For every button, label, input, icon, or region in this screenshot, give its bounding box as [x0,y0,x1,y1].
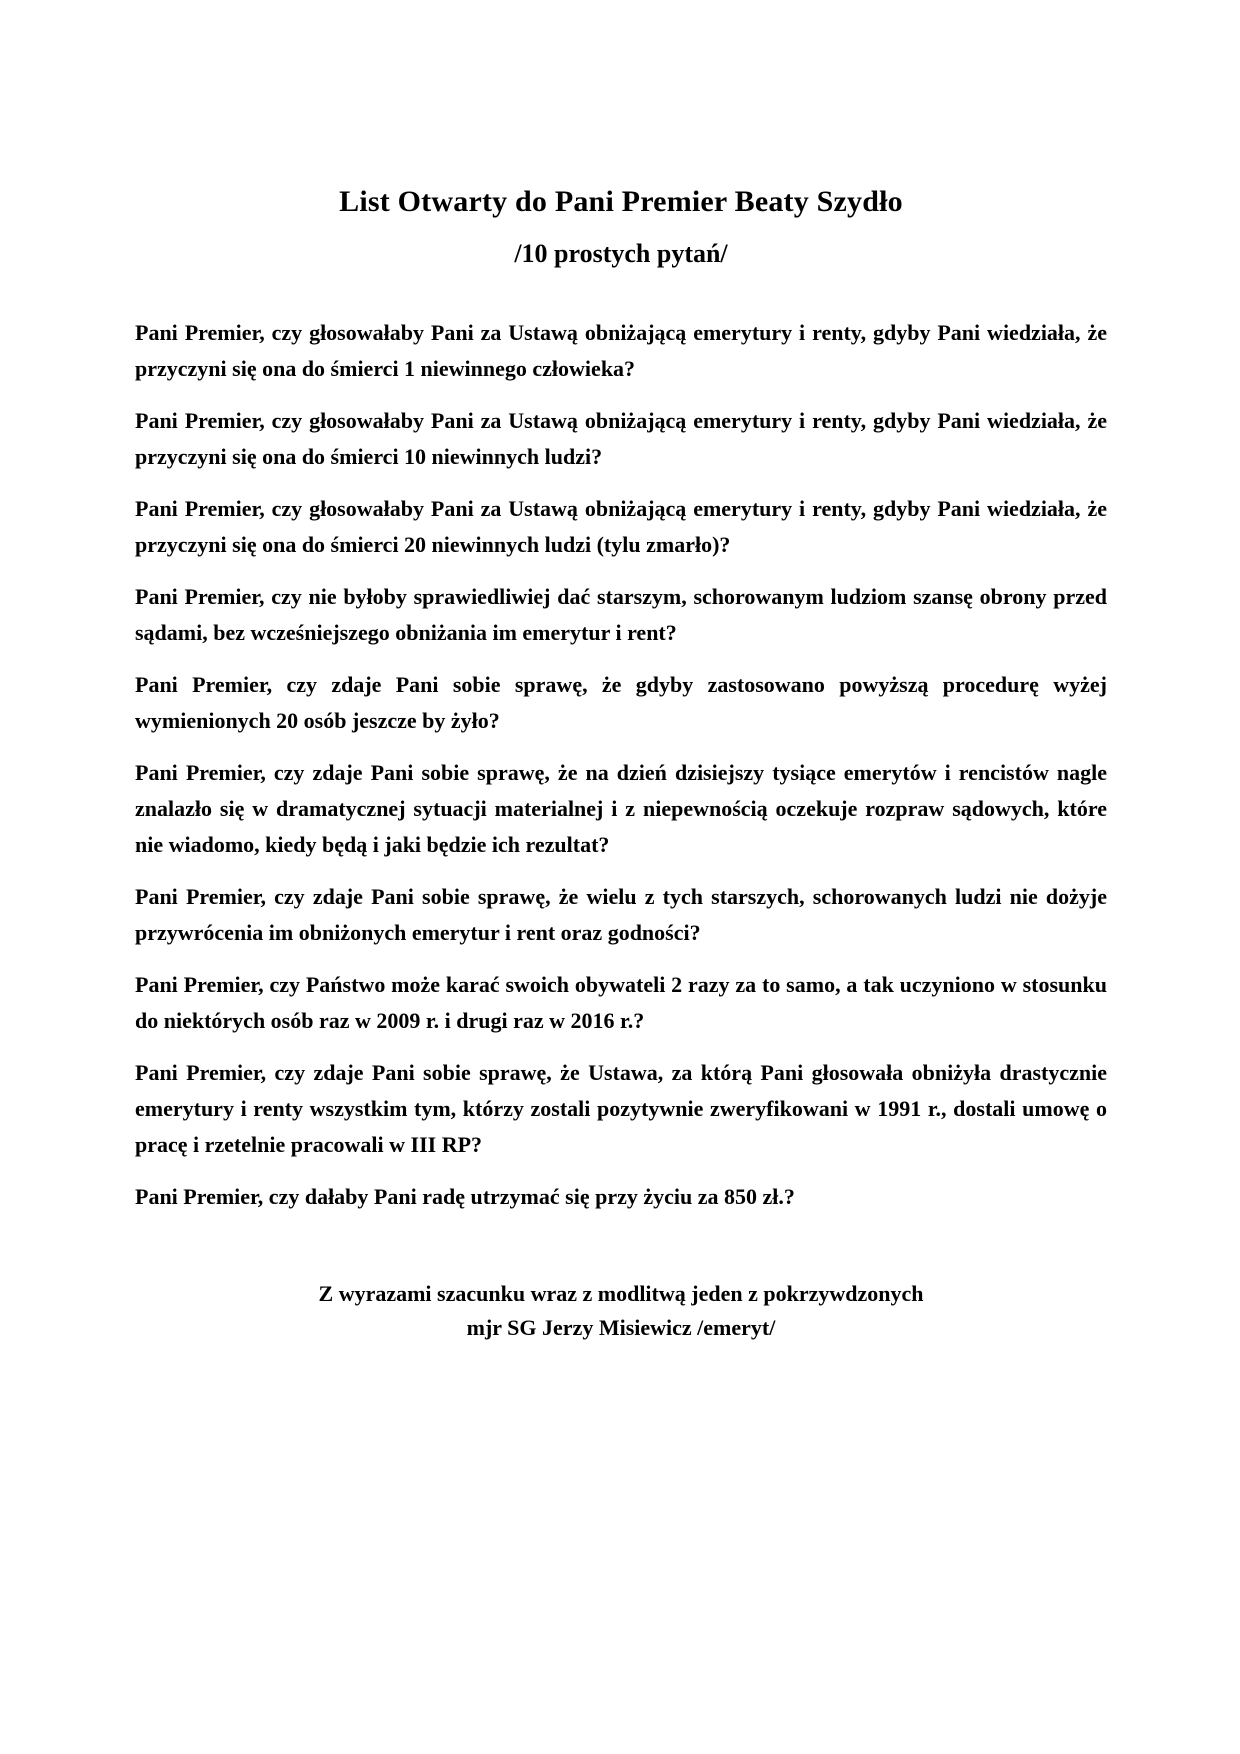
paragraph-question-6: Pani Premier, czy zdaje Pani sobie sprawę, że na dzień dzisiejszy tysiące emerytów i rencistów nagle znalazło się w dramatycznej sytuacji materialnej i z niepewnością oczekuje rozpraw sądowych, które nie wiadomo, kiedy będą i jaki będzie ich rezultat? [135,760,1107,857]
paragraph-question-8: Pani Premier, czy Państwo może karać swoich obywateli 2 razy za to samo, a tak uczyniono w stosunku do niektórych osób raz w 2009 r. i drugi raz w 2016 r.? [135,972,1107,1033]
paragraph-question-9: Pani Premier, czy zdaje Pani sobie sprawę, że Ustawa, za którą Pani głosowała obniżyła drastycznie emerytury i renty wszystkim tym, którzy zostali pozytywnie zweryfikowani w 1991 r., dostali umowę o pracę i rzetelnie pracowali w III RP? [135,1060,1107,1157]
letter-title: List Otwarty do Pani Premier Beaty Szydło [339,185,903,218]
paragraph-question-7: Pani Premier, czy zdaje Pani sobie sprawę, że wielu z tych starszych, schorowanych ludzi nie dożyje przywrócenia im obniżonych emerytur i rent oraz godności? [135,884,1107,945]
letter-subtitle: /10 prostych pytań/ [514,239,728,268]
closing-line-2: mjr SG Jerzy Misiewicz /emeryt/ [466,1315,776,1340]
letter-closing [135,1277,1107,1345]
paragraph-question-5: Pani Premier, czy zdaje Pani sobie sprawę, że gdyby zastosowano powyższą procedurę wyżej wymienionych 20 osób jeszcze by żyło? [135,672,1107,733]
paragraph-question-4: Pani Premier, czy nie byłoby sprawiedliwiej dać starszym, schorowanym ludziom szansę obrony przed sądami, bez wcześniejszego obniżania im emerytur i rent? [135,584,1107,645]
paragraph-question-1: Pani Premier, czy głosowałaby Pani za Ustawą obniżającą emerytury i renty, gdyby Pani wiedziała, że przyczyni się ona do śmierci 1 niewinnego człowieka? [135,320,1107,381]
paragraph-question-2: Pani Premier, czy głosowałaby Pani za Ustawą obniżającą emerytury i renty, gdyby Pani wiedziała, że przyczyni się ona do śmierci 10 niewinnych ludzi? [135,408,1107,469]
letter-body [135,315,1107,1215]
paragraph-question-3: Pani Premier, czy głosowałaby Pani za Ustawą obniżającą emerytury i renty, gdyby Pani wiedziała, że przyczyni się ona do śmierci 20 niewinnych ludzi (tylu zmarło)? [135,496,1107,557]
closing-line-1: Z wyrazami szacunku wraz z modlitwą jeden z pokrzywdzonych [318,1281,924,1306]
paragraph-question-10: Pani Premier, czy dałaby Pani radę utrzymać się przy życiu za 850 zł.? [135,1184,795,1209]
